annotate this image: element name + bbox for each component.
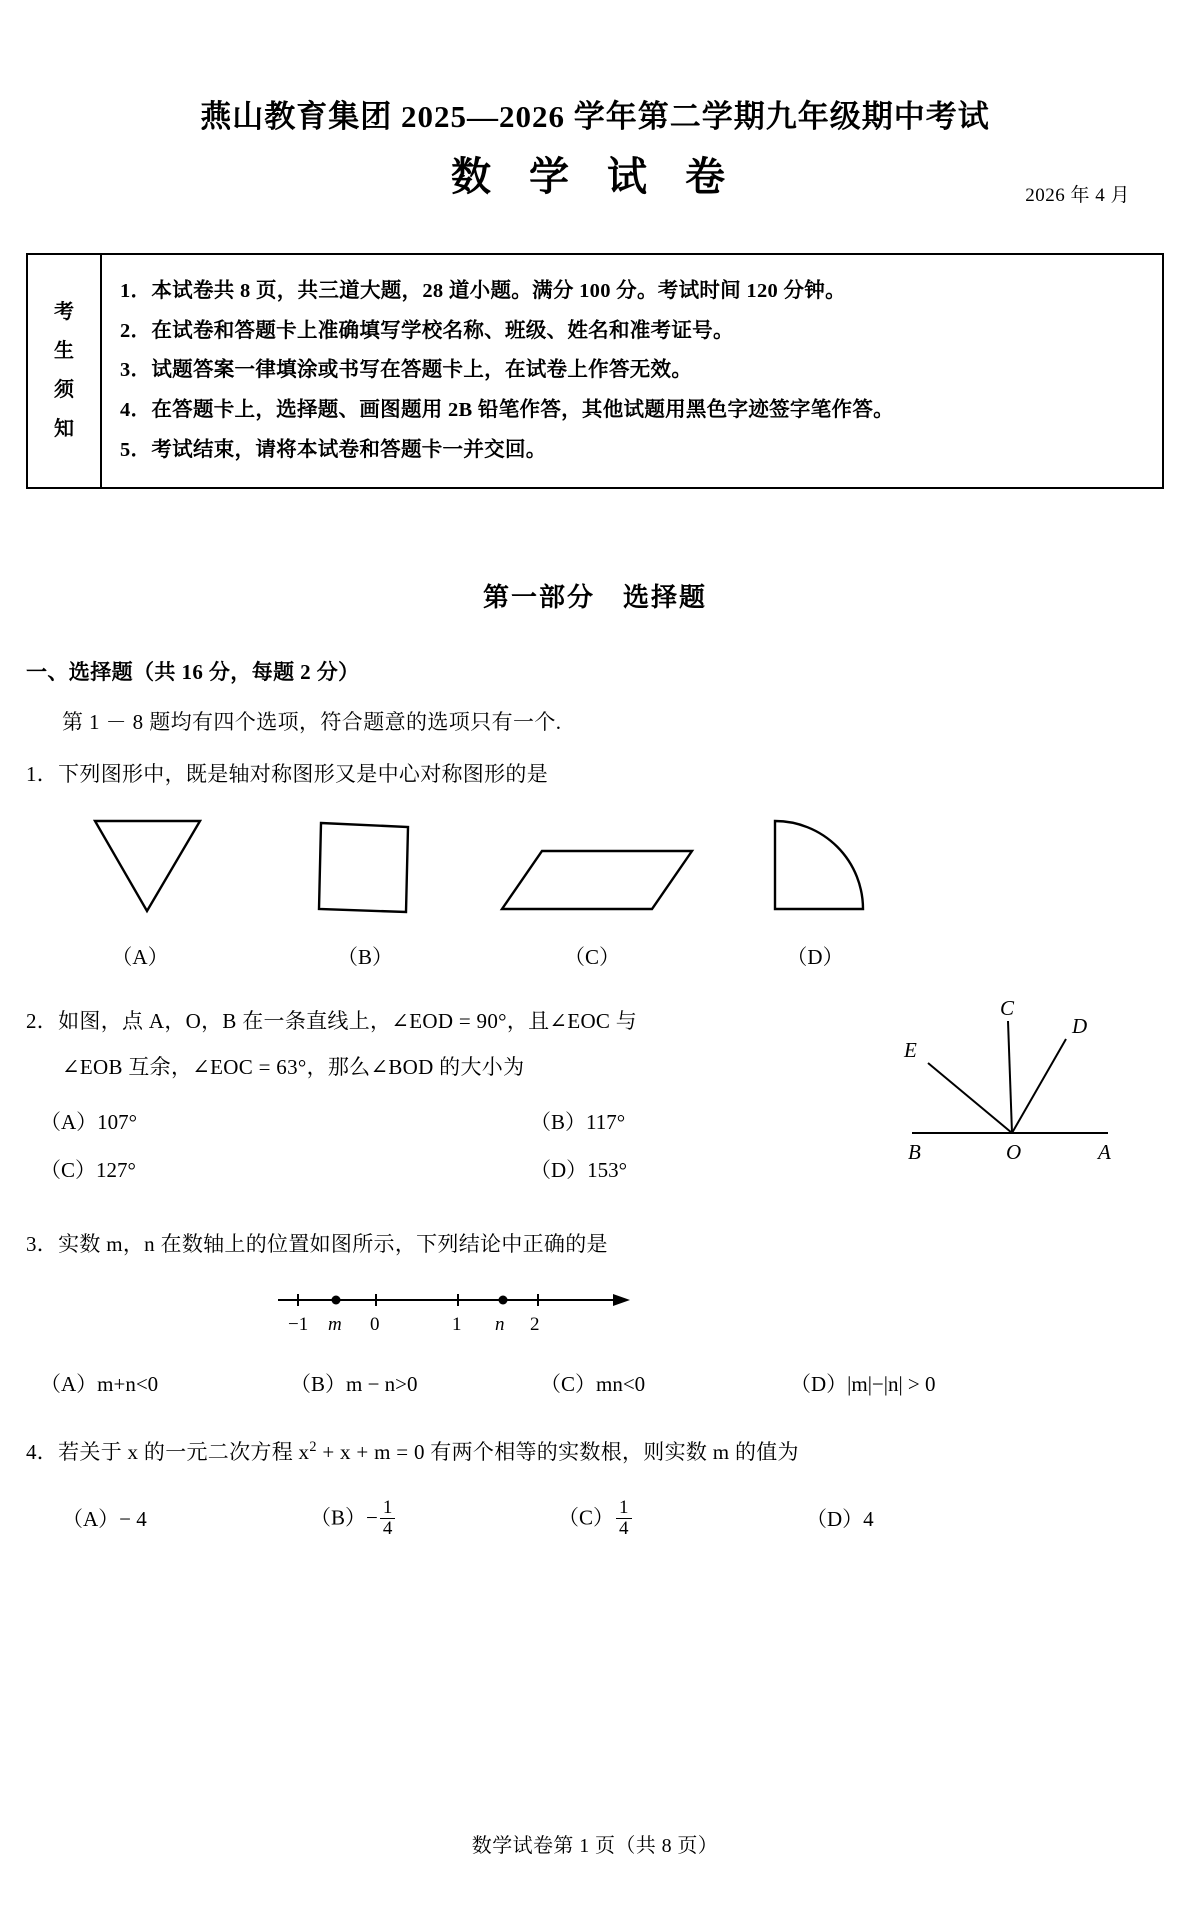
q2-option-d[interactable]: （D）153°	[530, 1157, 628, 1182]
q4-option-b-fraction	[380, 1498, 396, 1539]
q4-option-c-label: （C）	[558, 1505, 615, 1530]
q4-option-b-sign: −	[366, 1505, 378, 1530]
q4-option-b-denominator: 4	[380, 1518, 396, 1539]
q4-option-c-fraction	[616, 1498, 632, 1539]
q4-option-d-value: 4	[863, 1506, 874, 1531]
q2-label-D: D	[1072, 1013, 1088, 1038]
q3-tick-0: 0	[370, 1314, 380, 1336]
subject-row	[0, 155, 1190, 211]
notice-label	[28, 255, 102, 487]
q3-option-b[interactable]: （B）m − n>0	[290, 1372, 418, 1397]
figure-triangle-down	[40, 813, 240, 923]
q4-option-b-label: （B）	[310, 1505, 367, 1530]
q3-tick-m: m	[328, 1314, 342, 1336]
question-3-number-line	[0, 1274, 1190, 1360]
notice-label-char-0: 考	[54, 301, 74, 324]
section-title: 一、选择题（共 16 分，每题 2 分）	[26, 660, 360, 685]
question-1-figures	[0, 813, 1190, 933]
page-footer: 数学试卷第 1 页（共 8 页）	[471, 1835, 719, 1857]
notice-item: 1．本试卷共 8 页，共三道大题，28 道小题。满分 100 分。考试时间 120 分钟。	[120, 280, 846, 303]
q1-option-a-label[interactable]: （A）	[111, 944, 169, 969]
q3-tick-1: 1	[452, 1314, 462, 1336]
q4-option-d[interactable]	[806, 1503, 874, 1533]
notice-body	[102, 255, 1162, 487]
q2-label-A: A	[1098, 1139, 1111, 1164]
q3-tick-n: n	[495, 1314, 505, 1336]
question-2-stem-line1: 2．如图，点 A，O，B 在一条直线上，∠EOD = 90°，且∠EOC 与	[26, 1008, 638, 1033]
notice-item: 5．考试结束，请将本试卷和答题卡一并交回。	[120, 438, 547, 461]
q2-option-b[interactable]: （B）117°	[530, 1109, 626, 1134]
q4-option-b[interactable]	[310, 1496, 397, 1540]
candidate-notice-box	[26, 253, 1164, 489]
q4-option-c-numerator: 1	[619, 1496, 629, 1518]
q1-option-d-label[interactable]: （D）	[786, 944, 844, 969]
q4-option-b-numerator: 1	[382, 1496, 393, 1518]
notice-label-char-3: 知	[54, 418, 74, 441]
notice-label-char-1: 生	[54, 340, 74, 363]
question-1-option-labels	[0, 941, 1190, 975]
q2-label-C: C	[1000, 995, 1015, 1020]
q2-label-B: B	[908, 1139, 921, 1164]
q4-stem-post: + x + m = 0 有两个相等的实数根，则实数 m 的值为	[316, 1440, 799, 1465]
question-2-stem-line2: ∠EOB 互余，∠EOC = 63°，那么∠BOD 的大小为	[62, 1055, 525, 1080]
question-1-stem: 1．下列图形中，既是轴对称图形又是中心对称图形的是	[26, 762, 548, 787]
question-4-options	[0, 1496, 1190, 1555]
q2-label-O: O	[1006, 1139, 1022, 1164]
question-3-stem: 3．实数 m，n 在数轴上的位置如图所示，下列结论中正确的是	[26, 1231, 608, 1256]
q4-stem-pre: 4．若关于 x 的一元二次方程 x	[26, 1440, 310, 1465]
figure-parallelogram	[492, 813, 692, 923]
q2-option-a[interactable]: （A）107°	[40, 1109, 138, 1134]
q1-option-c-label[interactable]: （C）	[563, 944, 620, 969]
figure-quarter-circle	[715, 813, 915, 923]
q3-option-a[interactable]: （A）m+n<0	[40, 1372, 159, 1397]
question-2	[0, 995, 1190, 1184]
subject-title: 数 学 试 卷	[451, 154, 739, 200]
q3-tick--1: −1	[288, 1314, 309, 1336]
q4-option-a[interactable]	[62, 1503, 147, 1533]
notice-label-char-2: 须	[54, 379, 74, 402]
q1-option-b-label[interactable]: （B）	[336, 944, 393, 969]
page-title: 燕山教育集团 2025—2026 学年第二学期九年级期中考试	[200, 99, 990, 134]
exam-date: 2026 年 4 月	[1025, 185, 1130, 207]
part-heading: 第一部分 选择题	[482, 583, 707, 613]
notice-item: 2．在试卷和答题卡上准确填写学校名称、班级、姓名和准考证号。	[120, 319, 734, 342]
q4-option-a-value: − 4	[119, 1506, 147, 1531]
q2-option-c[interactable]: （C）127°	[40, 1157, 136, 1182]
question-3-options	[0, 1368, 1190, 1398]
q4-stem-exponent: 2	[309, 1439, 317, 1456]
figure-square-tilted	[265, 813, 465, 923]
q3-option-c[interactable]: （C）mn<0	[540, 1372, 646, 1397]
question-2-angle-diagram	[896, 991, 1156, 1181]
exam-page	[0, 98, 1190, 1910]
q2-label-E: E	[904, 1037, 917, 1062]
notice-item: 3．试题答案一律填涂或书写在答题卡上，在试卷上作答无效。	[120, 359, 693, 382]
q3-tick-2: 2	[530, 1314, 540, 1336]
q4-option-a-label: （A）	[62, 1506, 120, 1531]
section-note: 第 1 － 8 题均有四个选项，符合题意的选项只有一个.	[62, 710, 562, 735]
q4-option-c-denominator: 4	[616, 1518, 632, 1539]
q4-option-c[interactable]	[558, 1496, 634, 1540]
notice-item: 4．在答题卡上，选择题、画图题用 2B 铅笔作答，其他试题用黑色字迹签字笔作答。	[120, 398, 894, 421]
question-4-stem	[26, 1436, 1190, 1469]
q4-option-d-label: （D）	[806, 1506, 864, 1531]
q3-option-d[interactable]: （D）|m|−|n| > 0	[790, 1372, 936, 1397]
